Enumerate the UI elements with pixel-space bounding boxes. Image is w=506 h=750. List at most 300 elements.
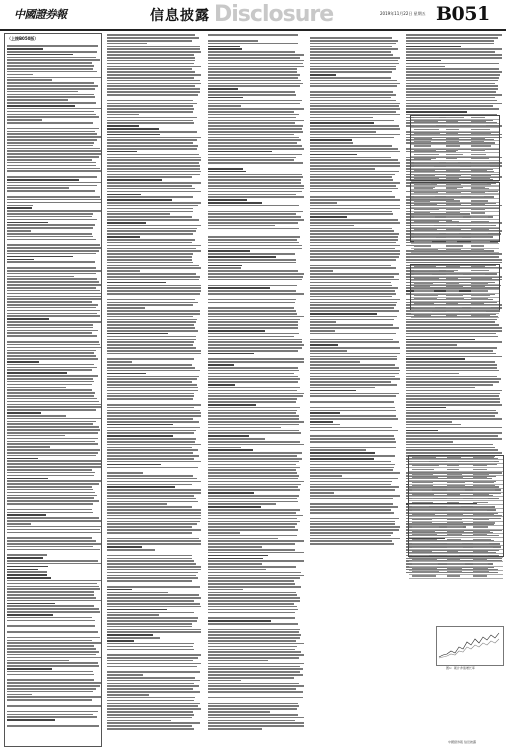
text-line [406,390,502,392]
text-line [406,418,502,420]
text-line [7,532,102,534]
text-line [208,162,303,164]
text-line [7,270,102,272]
text-line [310,358,397,360]
text-line [310,282,391,284]
text-line [7,580,101,582]
text-line [107,239,195,241]
table-cell [473,506,492,508]
text-line [107,145,198,147]
text-line [7,489,93,491]
text-line [310,279,399,281]
text-line [7,418,102,420]
text-line [208,171,246,173]
text-line [107,80,200,82]
text-line [7,281,99,283]
text-line [7,247,102,249]
text-line [7,423,93,425]
table-cell [414,286,431,288]
text-line [406,51,495,53]
text-line [310,319,394,321]
text-line [310,512,394,514]
text-line [7,688,96,690]
text-line [107,324,194,326]
text-line [310,188,398,190]
table-cell [414,137,433,139]
text-line [406,412,498,414]
text-line [7,367,97,369]
text-line [107,654,201,656]
text-line [208,250,250,252]
text-line [208,239,297,241]
text-line [7,290,100,292]
table-cell [412,518,432,520]
text-line [7,455,96,457]
table-cell [446,158,457,160]
text-line [107,122,194,124]
text-line [7,432,98,434]
footer-note: 中國證券報 信息披露 [448,740,476,744]
table-cell [471,170,487,172]
text-line [107,461,201,463]
text-line [107,663,201,665]
table-cell [471,225,491,227]
table-cell [446,282,459,284]
table-cell [412,457,436,459]
text-line [7,560,98,562]
text-line [310,46,392,48]
table-cell [447,465,459,467]
text-line [7,702,40,704]
text-line [107,697,195,699]
text-line [208,154,302,156]
text-line [7,85,98,87]
text-line [7,335,97,337]
text-line [208,501,298,503]
text-column-4 [308,33,400,745]
text-line [107,336,196,338]
text-line [310,103,400,105]
table-cell [412,530,435,532]
text-line [107,447,192,449]
text-line [107,410,200,412]
table-cell [414,311,432,313]
text-line [107,111,193,113]
text-line [7,136,101,138]
table-cell [412,473,433,475]
text-line [107,262,193,264]
text-line [7,722,58,724]
table-row [409,575,503,579]
text-line [107,287,201,289]
text-line [310,464,395,466]
text-line [208,575,304,577]
text-line [7,608,99,610]
text-line [310,452,375,454]
text-line [208,168,243,170]
text-line [310,469,393,471]
text-line [208,259,296,261]
text-line [208,583,295,585]
table-cell [414,200,430,202]
text-line [7,557,43,559]
text-line [310,447,396,449]
text-line [7,153,101,155]
text-line [107,640,134,642]
text-line [7,466,101,468]
text-line [310,339,393,341]
text-line [310,236,398,238]
table-cell [447,485,465,487]
text-line [107,412,201,414]
text-line [7,207,32,209]
text-line [208,592,296,594]
text-line [107,159,201,161]
text-line [406,108,499,110]
text-line [7,358,98,360]
text-line [107,270,140,272]
text-line [107,560,194,562]
table-cell [414,241,433,243]
text-line [208,51,295,53]
table-cell [412,551,432,553]
text-line [107,558,192,560]
text-line [208,71,297,73]
text-line [310,265,391,267]
text-line [406,34,502,36]
table-cell [412,477,438,479]
text-line [208,543,295,545]
table-cell [447,461,458,463]
text-line [208,711,270,713]
table-cell [471,154,486,156]
text-line [107,233,193,235]
text-line [107,267,201,269]
text-line [107,452,193,454]
text-line [208,515,303,517]
text-line [7,119,42,121]
text-line [310,191,392,193]
table-cell [471,166,491,168]
text-line [208,478,298,480]
text-line [208,276,303,278]
text-line [310,211,392,213]
text-line [208,63,303,65]
text-line [208,634,301,636]
text-column-1 [4,33,102,747]
table-cell [446,311,458,313]
table-cell [471,184,491,186]
text-line [7,696,101,698]
text-line [406,63,499,65]
text-line [7,273,96,275]
text-line [7,159,92,161]
text-line [107,393,194,395]
text-line [208,646,297,648]
text-line [310,182,400,184]
data-table-4 [408,455,504,557]
text-line [208,674,303,676]
text-line [107,114,139,116]
text-line [7,716,97,718]
text-line [310,461,391,463]
text-line [7,679,94,681]
text-line [406,421,452,423]
text-line [7,642,101,644]
text-line [7,526,102,528]
table-cell [447,526,463,528]
table-cell [414,196,436,198]
text-line [208,481,304,483]
text-line [310,421,333,423]
text-line [107,293,200,295]
table-cell [473,526,488,528]
text-line [7,341,99,343]
text-line [208,600,300,602]
issue-date: 2019年11月22日 星期五 [380,11,426,16]
text-line [208,321,298,323]
text-line [310,162,400,164]
text-line [107,444,201,446]
text-line [7,193,38,195]
text-line [7,259,34,261]
text-line [208,435,249,437]
table-cell [446,290,459,292]
text-line [310,171,399,173]
text-line [406,259,502,261]
text-line [7,384,92,386]
text-line [7,725,99,727]
text-line [107,458,194,460]
table-cell [473,510,487,512]
text-line [7,375,98,377]
table-cell [447,498,463,500]
text-line [107,563,196,565]
table-cell [412,498,433,500]
table-cell [414,270,439,272]
text-line [208,668,303,670]
text-line [310,390,356,392]
text-line [310,484,391,486]
text-line [107,543,201,545]
text-line [310,444,353,446]
text-line [310,37,392,39]
text-line [406,40,494,42]
text-line [406,74,500,76]
text-line [7,392,95,394]
table-cell [471,249,484,251]
text-line [208,91,295,93]
text-line [107,629,201,631]
text-line [7,88,95,90]
table-cell [414,229,437,231]
text-line [107,230,196,232]
text-line [107,600,194,602]
text-line [107,307,145,309]
table-cell [414,141,432,143]
text-line [208,66,304,68]
table-cell [446,245,463,247]
text-line [406,393,500,395]
text-line [107,503,167,505]
text-line [7,94,94,96]
text-line [107,455,199,457]
table-cell [446,121,458,123]
text-line [208,492,254,494]
text-line [7,199,101,201]
table-cell [446,208,460,210]
text-line [310,48,398,50]
table-cell [471,286,486,288]
nav-chart [436,626,504,666]
text-line [107,367,195,369]
text-line [208,213,296,215]
text-line [7,600,101,602]
text-line [208,486,298,488]
text-line [310,495,400,497]
text-line [107,683,194,685]
text-line [208,401,296,403]
text-line [208,432,301,434]
text-line [7,381,94,383]
text-line [208,495,299,497]
text-line [406,358,465,360]
text-line [7,719,55,721]
text-line [208,299,296,301]
text-line [7,230,31,232]
text-line [208,270,298,272]
text-line [406,88,498,90]
text-line [208,728,262,730]
text-line [208,279,302,281]
text-line [208,407,300,409]
text-line [310,71,392,73]
text-line [107,85,195,87]
text-line [310,333,396,335]
text-line [208,438,265,440]
text-line [7,108,102,110]
text-line [7,96,95,98]
text-line [7,389,92,391]
text-line [208,202,262,204]
table-cell [446,266,460,268]
text-line [208,629,300,631]
text-line [7,310,100,312]
text-line [406,85,498,87]
table-cell [414,221,439,223]
text-line [208,631,299,633]
text-line [7,156,99,158]
text-line [310,424,340,426]
text-line [107,688,193,690]
text-line [310,66,396,68]
text-line [208,142,297,144]
table-row [411,314,499,318]
table-cell [414,154,440,156]
text-line [208,449,253,451]
text-line [208,134,294,136]
text-line [107,390,198,392]
text-line [7,711,98,713]
text-line [406,452,502,454]
text-line [310,401,394,403]
text-line [7,45,98,47]
text-line [406,347,497,349]
text-line [107,34,195,36]
text-line [208,245,302,247]
text-line [107,606,201,608]
table-cell [471,266,485,268]
text-line [7,705,102,707]
text-line [107,552,147,554]
text-line [208,452,302,454]
text-line [310,228,392,230]
text-line [7,250,99,252]
table-cell [412,510,435,512]
text-line [7,463,102,465]
text-line [310,393,399,395]
table-cell [412,502,433,504]
text-line [310,100,396,102]
text-line [107,506,192,508]
table-cell [447,543,463,545]
text-line [7,497,94,499]
text-line [7,472,95,474]
text-line [107,205,198,207]
text-line [7,253,96,255]
table-cell [446,117,463,119]
table-cell [412,506,429,508]
text-line [208,381,298,383]
text-line [107,299,195,301]
table-cell [446,178,459,180]
text-line [208,472,297,474]
text-line [310,415,396,417]
text-line [208,444,304,446]
text-line [107,100,193,102]
text-line [208,108,304,110]
text-line [7,660,69,662]
text-line [208,651,301,653]
text-line [107,51,201,53]
text-line [208,307,294,309]
table-cell [414,282,434,284]
text-line [310,441,396,443]
text-line [107,327,195,329]
text-line [406,373,459,375]
text-line [7,71,97,73]
text-line [7,256,73,258]
table-cell [447,559,460,561]
text-line [107,720,171,722]
table-cell [446,212,460,214]
text-line [208,577,300,579]
text-line [406,395,499,397]
text-line [208,256,276,258]
text-line [7,421,96,423]
text-line [310,142,353,144]
text-line [310,91,393,93]
text-line [7,241,67,243]
text-line [406,441,453,443]
text-line [7,406,102,408]
table-cell [414,145,432,147]
text-line [310,168,375,170]
text-line [406,94,502,96]
text-line [7,131,95,133]
text-line [208,248,302,250]
text-line [310,185,396,187]
